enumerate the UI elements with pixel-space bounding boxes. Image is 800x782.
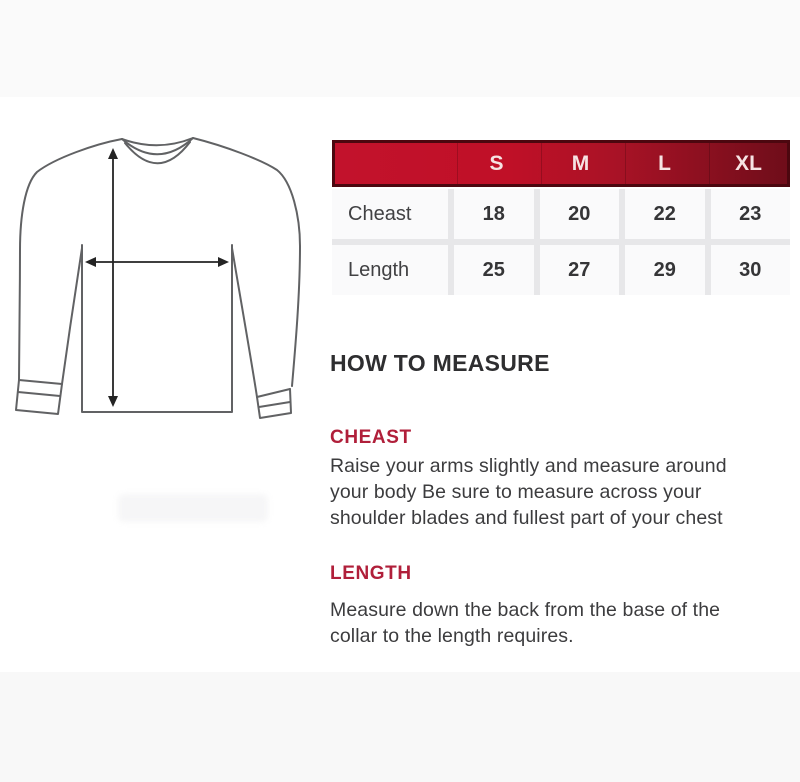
left-sleeve-outline	[16, 139, 122, 414]
cheast-value-s: 18	[454, 189, 534, 239]
length-text-line: Measure down the back from the base of the	[330, 599, 721, 621]
length-value-s: 25	[454, 245, 534, 295]
header-cell-size-l: L	[625, 143, 703, 184]
size-chart-body	[332, 189, 790, 295]
watermark-smudge	[118, 494, 268, 522]
right-sleeve-outline	[193, 138, 300, 418]
cheast-section-text	[330, 453, 727, 531]
top-margin-band	[0, 0, 800, 97]
header-cell-size-s: S	[457, 143, 535, 184]
length-value-l: 29	[625, 245, 705, 295]
cheast-section-heading: CHEAST	[330, 427, 412, 448]
size-chart-table	[332, 140, 790, 295]
cheast-text-line: Raise your arms slightly and measure around	[330, 455, 727, 477]
cheast-text-line: your body Be sure to measure across your	[330, 481, 702, 503]
body-outline	[82, 245, 232, 412]
length-section-text	[330, 597, 720, 649]
sweatshirt-measurement-diagram	[10, 126, 322, 446]
header-cell-size-xl: XL	[709, 143, 787, 184]
chest-arrow	[85, 257, 229, 267]
row-label-cheast: Cheast	[332, 189, 448, 239]
length-value-m: 27	[540, 245, 620, 295]
bottom-margin-band	[0, 672, 800, 782]
cheast-value-m: 20	[540, 189, 620, 239]
header-cell-size-m: M	[541, 143, 619, 184]
length-text-line: collar to the length requires.	[330, 625, 574, 647]
length-arrow	[108, 148, 118, 407]
size-chart-header-row	[332, 140, 790, 187]
length-section-heading: LENGTH	[330, 563, 412, 584]
cheast-text-line: shoulder blades and fullest part of your chest	[330, 507, 723, 529]
collar-outline	[122, 138, 193, 163]
how-to-measure-title: HOW TO MEASURE	[330, 350, 550, 376]
row-label-length: Length	[332, 245, 448, 295]
cheast-value-xl: 23	[711, 189, 791, 239]
length-value-xl: 30	[711, 245, 791, 295]
cheast-value-l: 22	[625, 189, 705, 239]
